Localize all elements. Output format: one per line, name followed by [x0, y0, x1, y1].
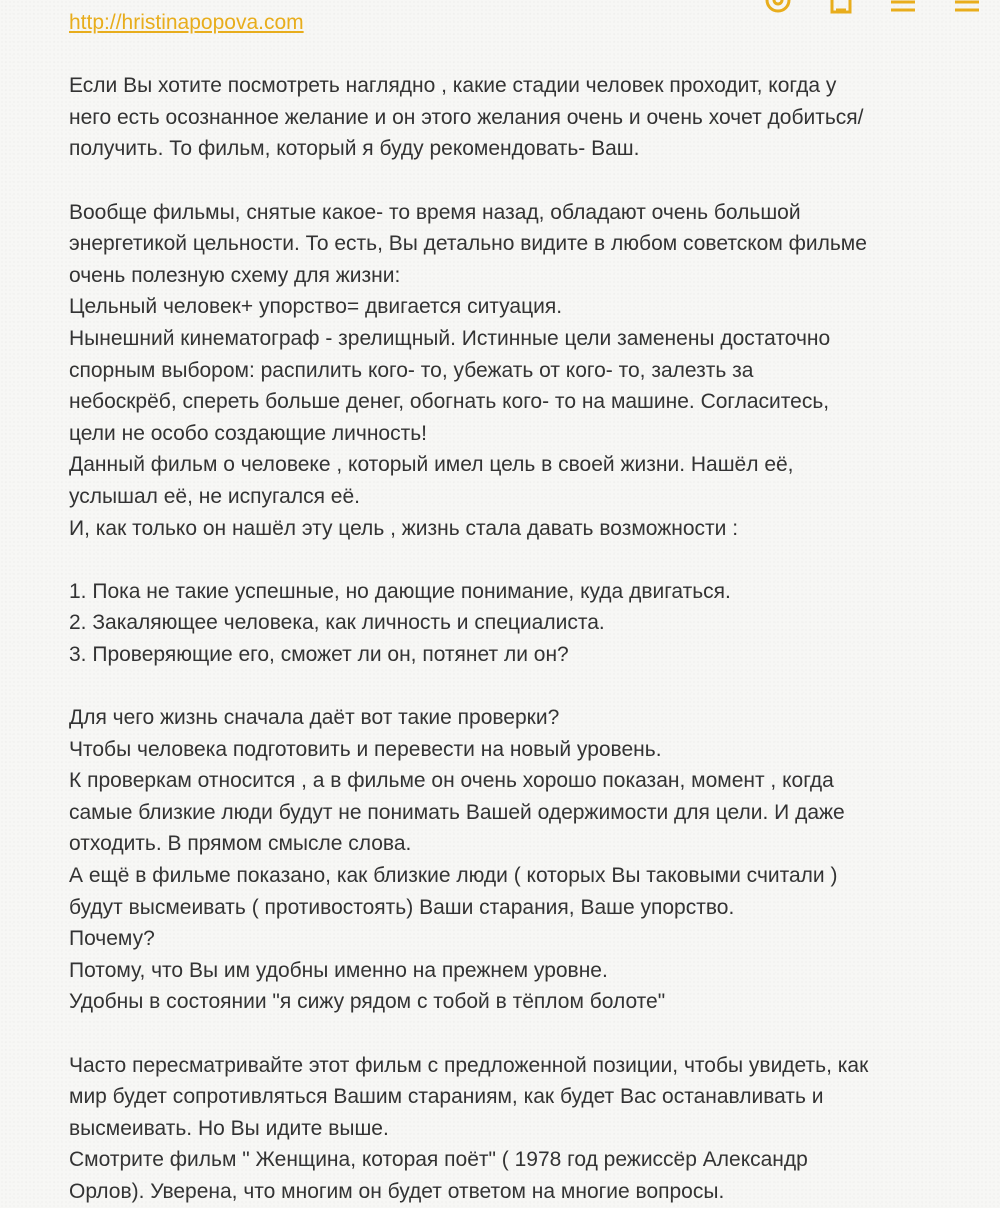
text-line: Чтобы человека подготовить и перевести на новый уровень.: [69, 737, 662, 761]
text-line: будут высмеивать ( противостоять) Ваши старания, Ваше упорство.: [69, 895, 735, 919]
text-line: Часто пересматривайте этот фильм с предложенной позиции, чтобы увидеть, как: [69, 1053, 869, 1077]
text-line: Смотрите фильм " Женщина, которая поёт" ( 1978 год режиссёр Александр: [69, 1148, 808, 1172]
paragraph-intro: [69, 70, 969, 165]
text-line: самые близкие люди будут не понимать Вашей одержимости для цели. И даже: [69, 800, 845, 824]
text-line: Если Вы хотите посмотреть наглядно , какие стадии человек проходит, когда у: [69, 74, 837, 98]
text-line: Данный фильм о человеке , который имел цель в своей жизни. Нашёл её,: [69, 453, 794, 477]
list-item: 2. Закаляющее человека, как личность и специалиста.: [69, 611, 605, 635]
text-line: Цельный человек+ упорство= двигается ситуация.: [69, 295, 563, 319]
text-line: высмеивать. Но Вы идите выше.: [69, 1116, 389, 1140]
text-line: А ещё в фильме показано, как близкие люди ( которых Вы таковыми считали ): [69, 864, 838, 888]
text-line: Для чего жизнь сначала даёт вот такие проверки?: [69, 706, 560, 730]
text-line: Удобны в состоянии "я сижу рядом с тобой в тёплом болоте": [69, 990, 666, 1014]
text-line: услышал её, не испугался её.: [69, 484, 360, 508]
text-line: получить. То фильм, который я буду рекомендовать- Ваш.: [69, 137, 640, 161]
article-body: [69, 7, 969, 1208]
text-line: И, как только он нашёл эту цель , жизнь стала давать возможности :: [69, 516, 739, 540]
text-line: спорным выбором: распилить кого- то, убежать от кого- то, залезть за: [69, 358, 754, 382]
paragraph-checks: [69, 702, 969, 1018]
text-line: очень полезную схему для жизни:: [69, 263, 401, 287]
text-line: энергетикой цельности. То есть, Вы детально видите в любом советском фильме: [69, 232, 867, 256]
list-item: 1. Пока не такие успешные, но дающие понимание, куда двигаться.: [69, 579, 731, 603]
text-line: Вообще фильмы, снятые какое- то время назад, обладают очень большой: [69, 200, 801, 224]
text-line: Орлов). Уверена, что многим он будет ответом на многие вопросы.: [69, 1179, 725, 1203]
text-line: него есть осознанное желание и он этого желания очень и очень хочет добиться/: [69, 105, 864, 129]
text-line: цели не особо создающие личность!: [69, 421, 427, 445]
text-line: небоскрёб, спереть больше денег, обогнать кого- то на машине. Согласитесь,: [69, 390, 830, 414]
text-line: мир будет сопротивляться Вашим стараниям, как будет Вас останавливать и: [69, 1085, 824, 1109]
numbered-list: [69, 576, 969, 671]
site-link[interactable]: http://hristinapopova.com: [69, 11, 304, 34]
list-item: 3. Проверяющие его, сможет ли он, потянет ли он?: [69, 642, 569, 666]
text-line: Потому, что Вы им удобны именно на прежнем уровне.: [69, 958, 608, 982]
paragraph-conclusion: [69, 1050, 969, 1208]
paragraph-cinema: [69, 197, 969, 545]
text-line: К проверкам относится , а в фильме он очень хорошо показан, момент , когда: [69, 769, 834, 793]
text-line: Нынешний кинематограф - зрелищный. Истинные цели заменены достаточно: [69, 326, 831, 350]
text-line: отходить. В прямом смысле слова.: [69, 832, 412, 856]
text-line: Почему?: [69, 927, 155, 951]
